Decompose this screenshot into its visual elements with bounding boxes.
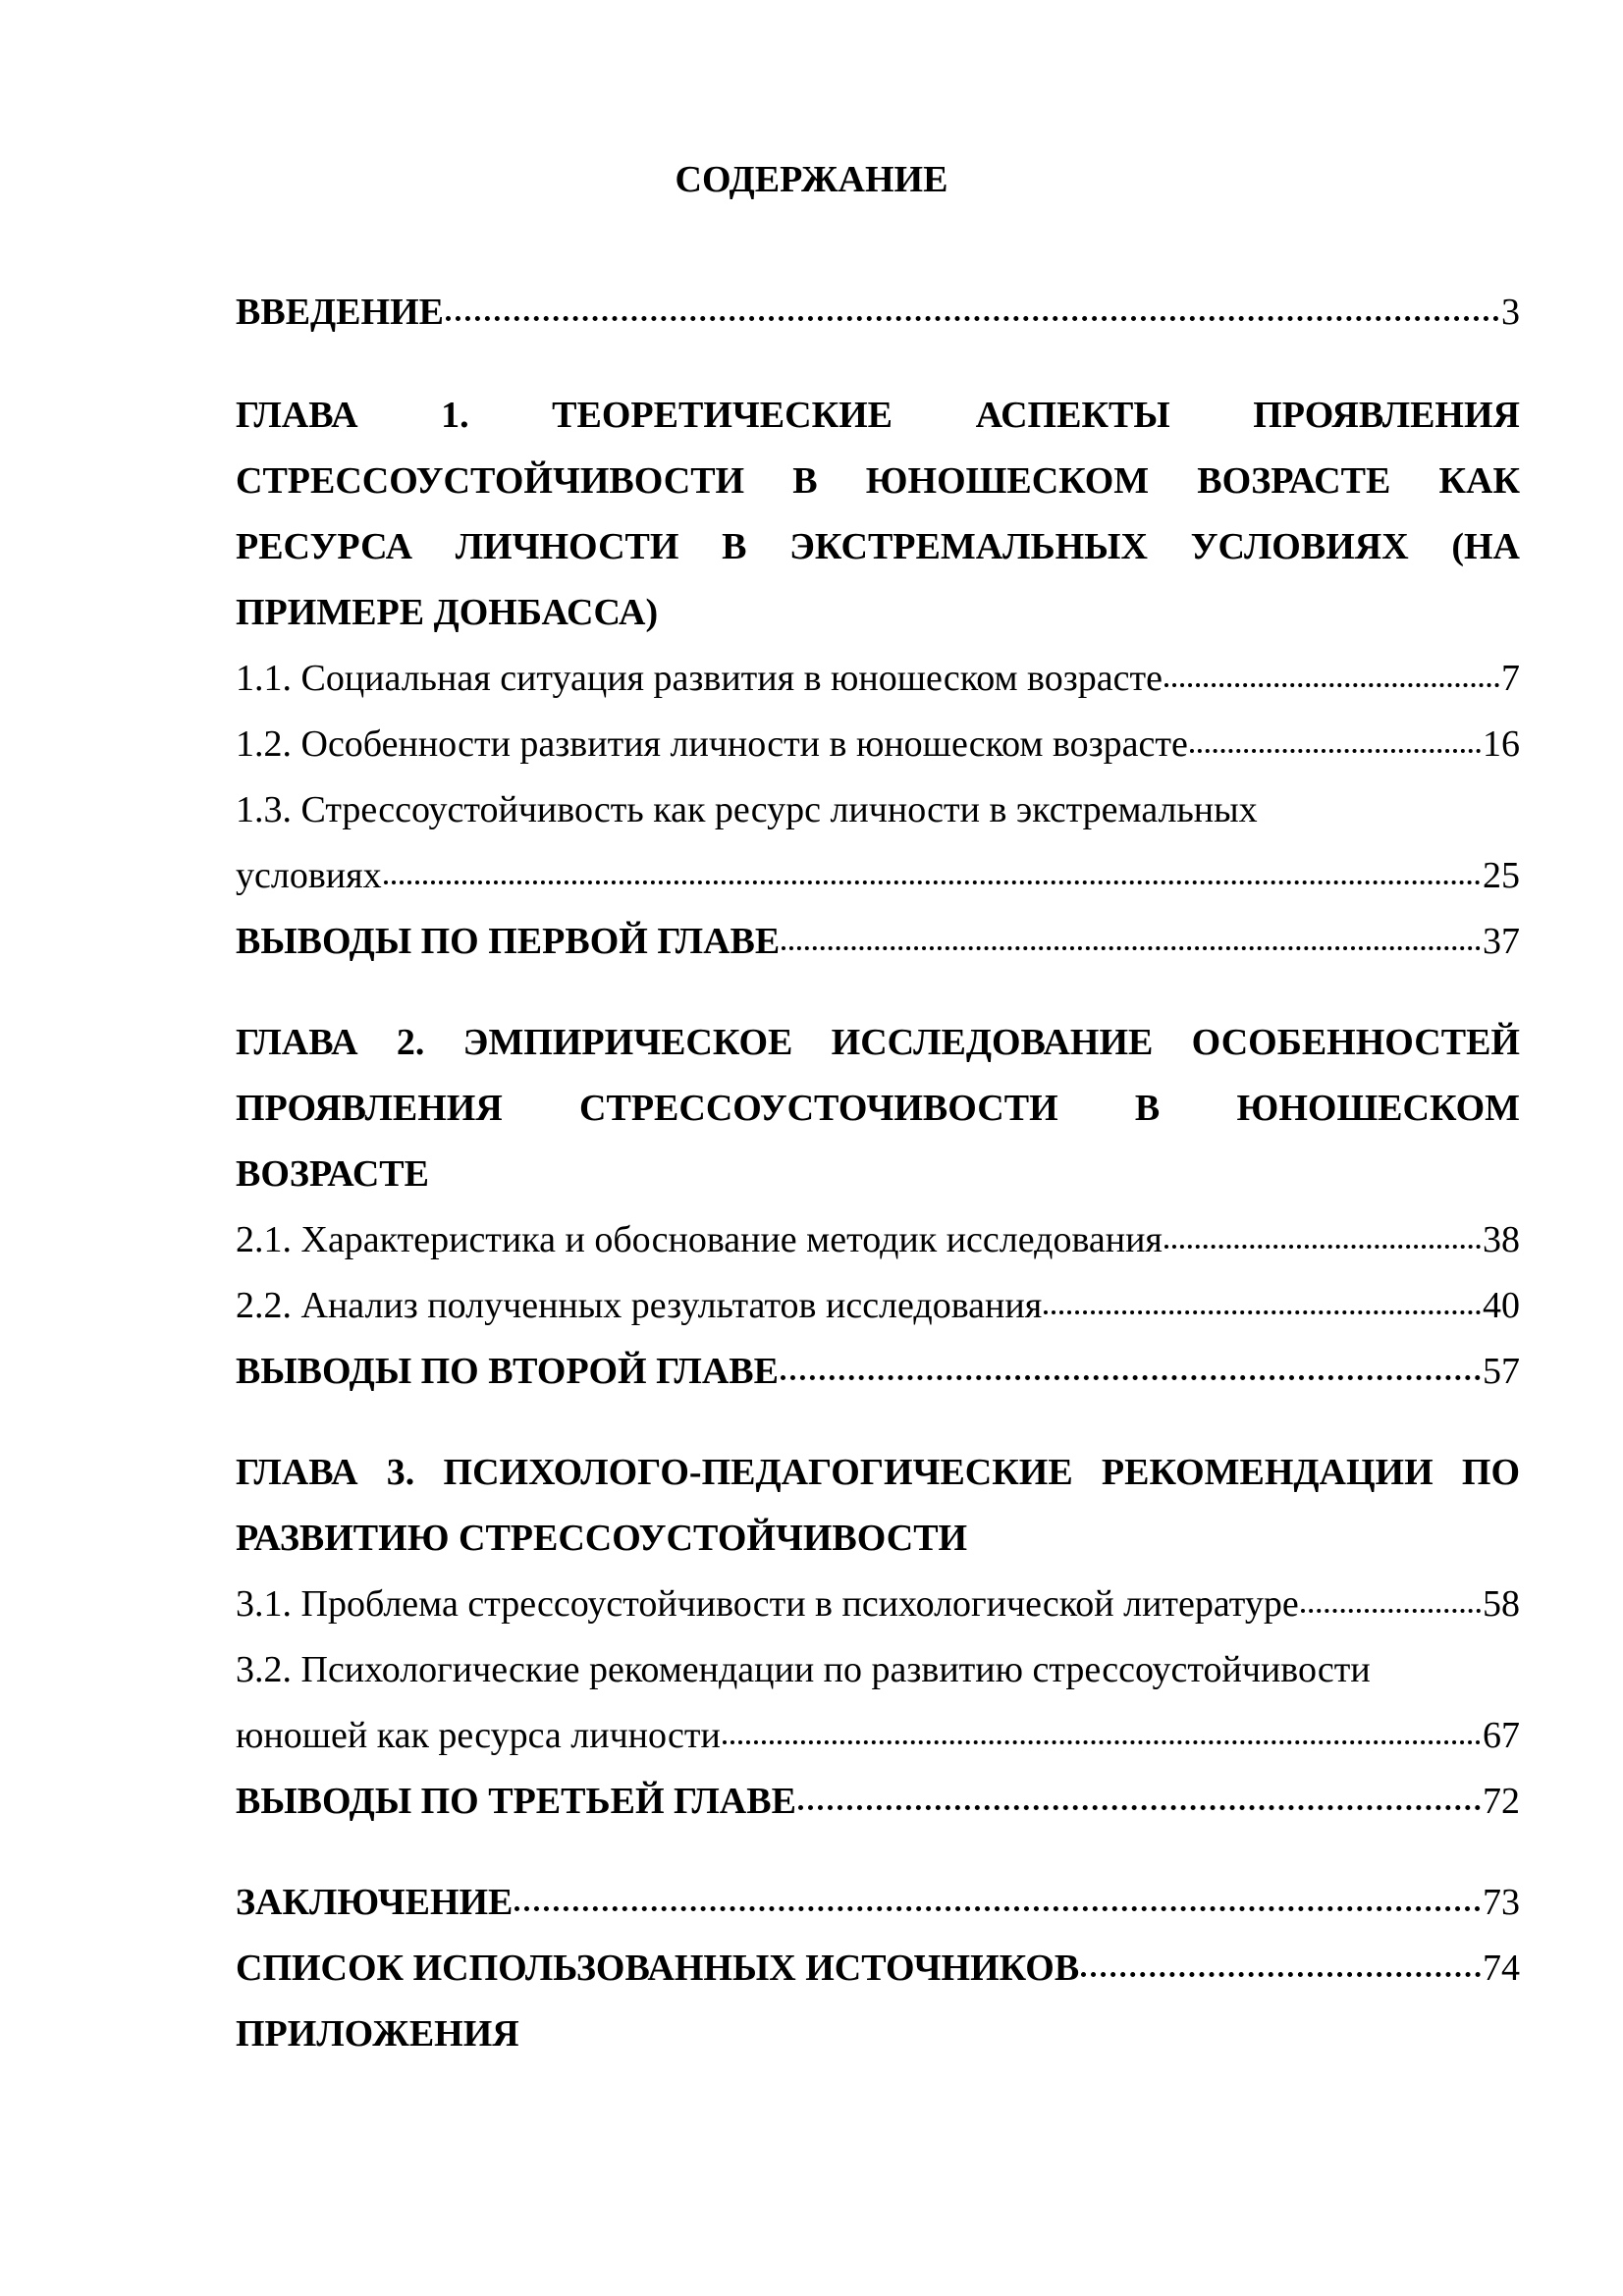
toc-entry-label: условиях <box>236 855 382 896</box>
toc-page-number: 40 <box>1483 1285 1520 1326</box>
toc-entry-introduction[interactable] <box>236 280 1520 346</box>
chapter-2-heading[interactable]: ГЛАВА 2. ЭМПИРИЧЕСКОЕ ИССЛЕДОВАНИЕ ОСОБЕННОСТЕЙ ПРОЯВЛЕНИЯ СТРЕССОУСТОЧИВОСТИ В ЮНОШЕСКОМ ВОЗРАСТЕ <box>236 1022 1520 1195</box>
toc-entry-label: 1.2. Особенности развития личности в юношеском возрасте <box>236 723 1188 765</box>
toc-entry-label: ПРИЛОЖЕНИЯ <box>236 2013 519 2055</box>
dot-leader <box>798 1805 1481 1810</box>
toc-entry-label: ЗАКЛЮЧЕНИЕ <box>236 1882 514 1923</box>
toc-page-number: 73 <box>1483 1882 1520 1923</box>
toc-entry-label: 2.2. Анализ полученных результатов исследования <box>236 1285 1043 1326</box>
toc-entry-2-1[interactable] <box>236 1207 1520 1273</box>
toc-page-number: 57 <box>1483 1351 1520 1392</box>
dot-leader <box>384 881 1481 884</box>
toc-page-number: 67 <box>1483 1715 1520 1756</box>
toc-page-number: 3 <box>1501 292 1520 333</box>
toc-entry-references[interactable] <box>236 1936 1520 2002</box>
toc-entry-label: 3.1. Проблема стрессоустойчивости в психологической литературе <box>236 1583 1299 1625</box>
dot-leader <box>1164 683 1499 687</box>
toc-entry-3-2-line1[interactable]: 3.2. Психологические рекомендации по развитию стрессоустойчивости <box>236 1649 1371 1690</box>
toc-entry-label: 1.1. Социальная ситуация развития в юношеском возрасте <box>236 658 1163 699</box>
toc-page-number: 72 <box>1483 1781 1520 1822</box>
toc-entry-1-3-line1[interactable]: 1.3. Стрессоустойчивость как ресурс личности в экстремальных <box>236 789 1258 830</box>
toc-page-number: 7 <box>1501 658 1520 699</box>
toc-page-number: 74 <box>1483 1948 1520 1989</box>
toc-entry-chapter-3-conclusions[interactable] <box>236 1769 1520 1835</box>
toc-entry-chapter-2-conclusions[interactable] <box>236 1339 1520 1405</box>
toc-entry-label: СПИСОК ИСПОЛЬЗОВАННЫХ ИСТОЧНИКОВ <box>236 1948 1080 1989</box>
toc-page-number: 58 <box>1483 1583 1520 1625</box>
toc-entry-appendices[interactable] <box>236 2002 1520 2067</box>
dot-leader <box>723 1740 1481 1744</box>
toc-page-number: 25 <box>1483 855 1520 896</box>
dot-leader <box>1190 749 1481 753</box>
toc-entry-1-3[interactable] <box>236 843 1520 909</box>
toc-entry-label: ВЫВОДЫ ПО ПЕРВОЙ ГЛАВЕ <box>236 921 781 962</box>
chapter-3-heading[interactable]: ГЛАВА 3. ПСИХОЛОГО-ПЕДАГОГИЧЕСКИЕ РЕКОМЕНДАЦИИ ПО РАЗВИТИЮ СТРЕССОУСТОЙЧИВОСТИ <box>236 1452 1520 1559</box>
toc-page-number: 37 <box>1483 921 1520 962</box>
toc-entry-label: юношей как ресурса личности <box>236 1715 721 1756</box>
dot-leader <box>1164 1245 1481 1249</box>
dot-leader <box>1044 1310 1481 1314</box>
toc-entry-chapter-1-conclusions[interactable] <box>236 909 1520 975</box>
toc-entry-label: ВЫВОДЫ ПО ТРЕТЬЕЙ ГЛАВЕ <box>236 1781 796 1822</box>
toc-entry-label: ВВЕДЕНИЕ <box>236 292 444 333</box>
dot-leader <box>514 1906 1481 1911</box>
dot-leader <box>1301 1609 1481 1613</box>
toc-entry-conclusion[interactable] <box>236 1870 1520 1936</box>
chapter-1-heading[interactable]: ГЛАВА 1. ТЕОРЕТИЧЕСКИЕ АСПЕКТЫ ПРОЯВЛЕНИЯ СТРЕССОУСТОЙЧИВОСТИ В ЮНОШЕСКОМ ВОЗРАСТЕ КАК РЕСУРСА ЛИЧНОСТИ В ЭКСТРЕМАЛЬНЫХ УСЛОВИЯХ (НА ПРИМЕРЕ ДОНБАССА) <box>236 395 1520 633</box>
toc-entry-label: 2.1. Характеристика и обоснование методик исследования <box>236 1219 1163 1260</box>
toc-entry-1-2[interactable] <box>236 712 1520 777</box>
dot-leader <box>446 316 1499 321</box>
toc-entry-2-2[interactable] <box>236 1273 1520 1339</box>
toc-entry-3-2[interactable] <box>236 1703 1520 1769</box>
dot-leader <box>1081 1972 1481 1977</box>
page-title: СОДЕРЖАНИЕ <box>675 159 948 200</box>
toc-entry-1-1[interactable] <box>236 646 1520 712</box>
toc-page-number: 16 <box>1483 723 1520 765</box>
dot-leader <box>782 946 1481 950</box>
dot-leader <box>781 1375 1481 1380</box>
table-of-contents <box>236 280 1520 2067</box>
toc-page-number: 38 <box>1483 1219 1520 1260</box>
toc-entry-label: ВЫВОДЫ ПО ВТОРОЙ ГЛАВЕ <box>236 1351 779 1392</box>
toc-entry-3-1[interactable] <box>236 1572 1520 1637</box>
